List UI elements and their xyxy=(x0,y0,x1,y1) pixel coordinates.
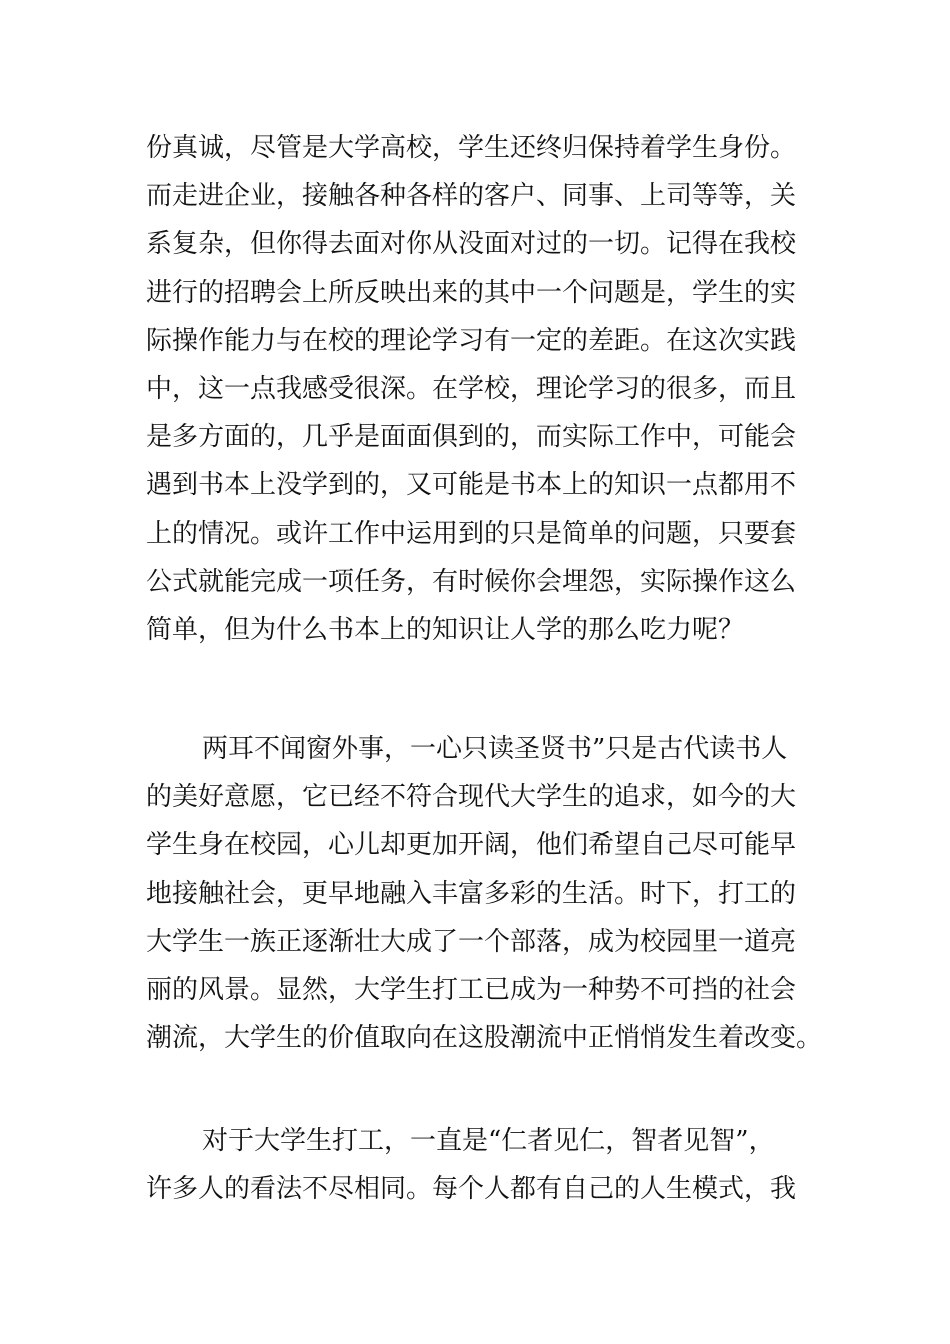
text-line: 进行的招聘会上所反映出来的其中一个问题是，学生的实 xyxy=(146,277,797,308)
text-line: 是多方面的，几乎是面面俱到的，而实际工作中，可能会 xyxy=(146,422,797,453)
paragraph-3 xyxy=(146,1117,806,1213)
text-line-indented: 对于大学生打工，一直是“仁者见仁，智者见智”， xyxy=(202,1126,775,1156)
text-line: 份真诚，尽管是大学高校，学生还终归保持着学生身份。 xyxy=(146,133,797,163)
paragraph-1 xyxy=(146,124,806,654)
text-line-indented: 两耳不闻窗外事，一心只读圣贤书”只是古代读书人 xyxy=(202,734,788,764)
text-line: 简单，但为什么书本上的知识让人学的那么吃力呢？ xyxy=(146,614,745,645)
text-line: 公式就能完成一项任务，有时候你会埋怨，实际操作这么 xyxy=(146,566,797,597)
text-line: 丽的风景。显然，大学生打工已成为一种势不可挡的社会 xyxy=(146,974,797,1005)
text-line: 遇到书本上没学到的，又可能是书本上的知识一点都用不 xyxy=(146,470,797,501)
text-line: 系复杂，但你得去面对你从没面对过的一切。记得在我校 xyxy=(146,229,797,260)
text-line: 地接触社会，更早地融入丰富多彩的生活。时下，打工的 xyxy=(146,878,797,909)
text-line: 上的情况。或许工作中运用到的只是简单的问题，只要套 xyxy=(146,518,797,549)
paragraph-2 xyxy=(146,725,823,1062)
text-line: 的美好意愿，它已经不符合现代大学生的追求，如今的大 xyxy=(146,782,797,813)
text-line: 中，这一点我感受很深。在学校，理论学习的很多，而且 xyxy=(146,373,797,404)
text-line: 许多人的看法不尽相同。每个人都有自己的人生模式，我 xyxy=(146,1174,797,1205)
text-line: 学生身在校园，心儿却更加开阔，他们希望自己尽可能早 xyxy=(146,830,797,861)
text-line: 际操作能力与在校的理论学习有一定的差距。在这次实践 xyxy=(146,325,797,356)
text-line: 而走进企业，接触各种各样的客户、同事、上司等等，关 xyxy=(146,181,797,212)
text-line: 大学生一族正逐渐壮大成了一个部落，成为校园里一道亮 xyxy=(146,926,797,957)
text-line: 潮流，大学生的价值取向在这股潮流中正悄悄发生着改变。 xyxy=(146,1023,823,1054)
